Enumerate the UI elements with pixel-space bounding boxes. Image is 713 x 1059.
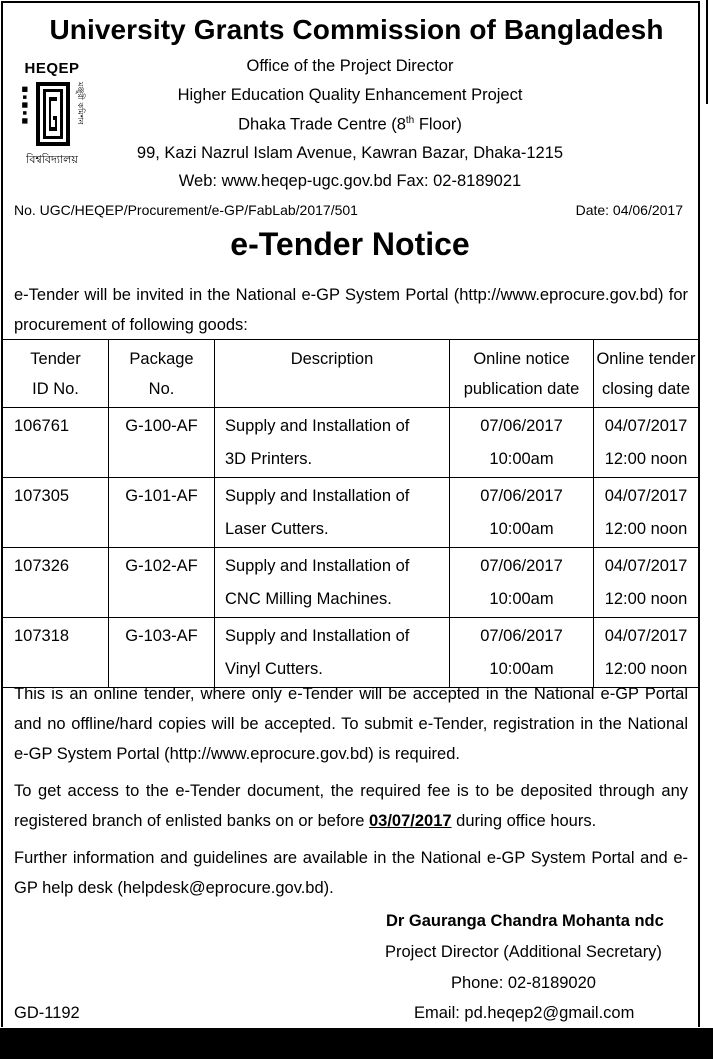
tender-id: 106761 (3, 408, 109, 478)
publication-date: 07/06/2017 10:00am (450, 618, 594, 688)
header-project: Higher Education Quality Enhancement Project (177, 86, 523, 104)
org-title: University Grants Commission of Bangladesh (49, 14, 664, 45)
description: Supply and Installation of Vinyl Cutters. (215, 618, 450, 688)
package-no: G-102-AF (109, 548, 215, 618)
header-tender-id: Tender ID No. (3, 340, 109, 408)
header-description: Description (215, 340, 450, 408)
description: Supply and Installation of Laser Cutters. (215, 478, 450, 548)
publication-date: 07/06/2017 10:00am (450, 408, 594, 478)
deposit-deadline: 03/07/2017 (368, 812, 452, 830)
header-office: Office of the Project Director (246, 57, 454, 75)
table-header-row (3, 340, 699, 408)
closing-date: 04/07/2017 12:00 noon (594, 408, 699, 478)
reference-number: No. UGC/HEQEP/Procurement/e-GP/FabLab/2017/501 (14, 202, 358, 218)
logo-bangla-text: বিশ্ববিদ্যালয় (26, 153, 78, 166)
svg-text:মঞ্জুরী কমিশন: মঞ্জুরী কমিশন (76, 82, 85, 125)
bottom-bar (0, 1028, 713, 1059)
reference-date: Date: 04/06/2017 (575, 202, 683, 218)
signatory-name: Dr Gauranga Chandra Mohanta ndc (386, 912, 664, 930)
tender-table (2, 339, 699, 688)
svg-text:■ ▪ ■ ▪ ■: ■ ▪ ■ ▪ ■ (21, 86, 29, 125)
table-row (3, 618, 699, 688)
table-row (3, 408, 699, 478)
publication-date: 07/06/2017 10:00am (450, 478, 594, 548)
closing-date: 04/07/2017 12:00 noon (594, 618, 699, 688)
package-no: G-103-AF (109, 618, 215, 688)
tender-id: 107305 (3, 478, 109, 548)
logo-heqep-text: HEQEP (24, 60, 80, 77)
header-contact: Web: www.heqep-ugc.gov.bd Fax: 02-8189021 (178, 172, 522, 190)
online-tender-paragraph: This is an online tender, where only e-Tender will be accepted in the National e-GP Portal and no offline/hard copies will be accepted. To submit e-Tender, registration in the National e-GP System Portal (http://www.eprocure.gov.bd) is required. (14, 685, 688, 763)
closing-date: 04/07/2017 12:00 noon (594, 478, 699, 548)
signatory-phone: Phone: 02-8189020 (451, 974, 596, 992)
package-no: G-100-AF (109, 408, 215, 478)
gd-number: GD-1192 (14, 1004, 80, 1022)
header-address-street: 99, Kazi Nazrul Islam Avenue, Kawran Bazar, Dhaka-1215 (136, 144, 564, 162)
signatory-email: Email: pd.heqep2@gmail.com (414, 1004, 635, 1022)
header-package: Package No. (109, 340, 215, 408)
access-paragraph: To get access to the e-Tender document, the required fee is to be deposited through any registered branch of enlisted banks on or before 03/07/2017 during office hours. (14, 782, 688, 830)
publication-date: 07/06/2017 10:00am (450, 548, 594, 618)
closing-date: 04/07/2017 12:00 noon (594, 548, 699, 618)
notice-title: e-Tender Notice (230, 226, 470, 262)
header-address-building: Dhaka Trade Centre (8th Floor) (238, 115, 462, 134)
header-publication-date: Online notice publication date (450, 340, 594, 408)
tender-id: 107326 (3, 548, 109, 618)
description: Supply and Installation of 3D Printers. (215, 408, 450, 478)
intro-paragraph: e-Tender will be invited in the National e-GP System Portal (http://www.eprocure.gov.bd) for procurement of following goods: (14, 286, 688, 334)
description: Supply and Installation of CNC Milling Machines. (215, 548, 450, 618)
further-info-paragraph: Further information and guidelines are available in the National e-GP System Portal and e-GP help desk (helpdesk@eprocure.gov.bd). (14, 849, 688, 897)
package-no: G-101-AF (109, 478, 215, 548)
signatory-title: Project Director (Additional Secretary) (385, 943, 662, 961)
tender-id: 107318 (3, 618, 109, 688)
table-row (3, 478, 699, 548)
table-row (3, 548, 699, 618)
header-closing-date: Online tender closing date (594, 340, 699, 408)
